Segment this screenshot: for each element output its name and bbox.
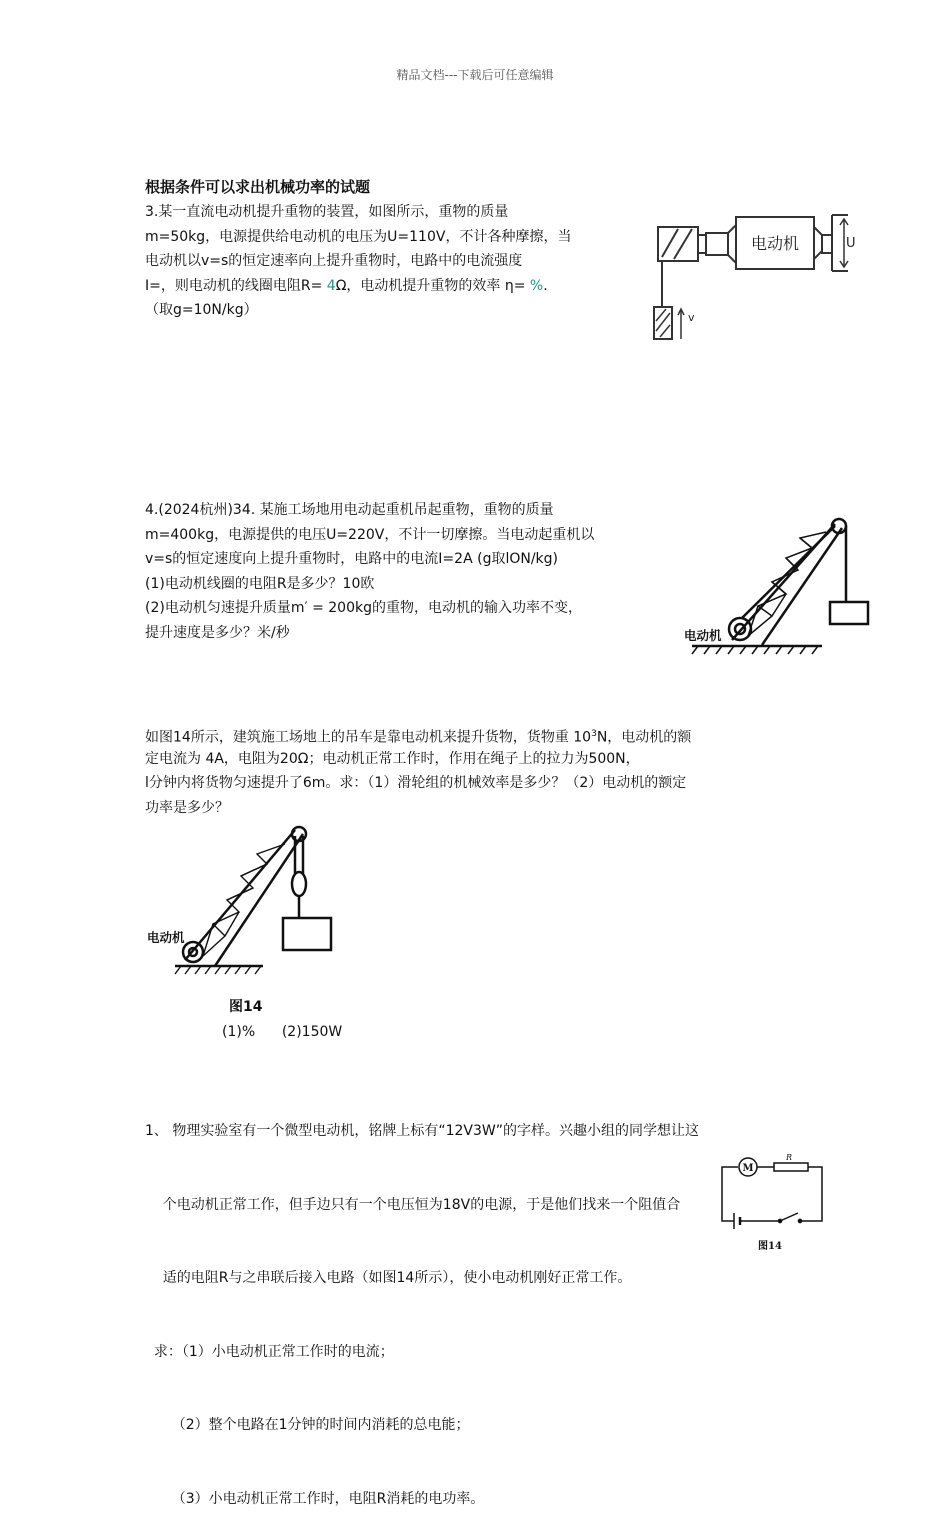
crane-answers: (1)% (2)150W	[222, 1024, 343, 1040]
question-1	[145, 1070, 699, 1536]
q4-line-2: m=400kg，电源提供的电压U=220V，不计一切摩擦。当电动起重机以	[145, 526, 595, 543]
q1-line-1: 1、 物理实验室有一个微型电动机，铭牌上标有“12V3W”的字样。兴趣小组的同学想让这	[145, 1123, 700, 1139]
q1-line-6: （3）小电动机正常工作时，电阻R消耗的电功率。	[145, 1490, 485, 1507]
q4-fig-motor-label: 电动机	[684, 628, 722, 643]
crane-line-1-a: 如图14所示，建筑施工场地上的吊车是靠电动机来提升货物，货物重 10	[145, 729, 592, 746]
fig-voltage-label: U	[846, 236, 856, 251]
q3-line-4-b: Ω，电动机提升重物的效率 η=	[335, 277, 530, 294]
q4-line-1: 4.(2024杭州)34. 某施工场地用电动起重机吊起重物，重物的质量	[145, 502, 554, 518]
answer-resistance: 4	[326, 277, 336, 294]
circuit-motor-label: M	[742, 1163, 754, 1174]
q1-line-3: 适的电阻R与之串联后接入电路（如图14所示），使小电动机刚好正常工作。	[145, 1270, 632, 1286]
crane-line-1-b: N，电动机的额	[596, 729, 692, 746]
circuit-fig-caption: 图14	[758, 1241, 782, 1252]
answer-efficiency: %	[529, 277, 544, 294]
q3-line-4-a: I=，则电动机的线圈电阻R=	[145, 277, 327, 294]
crane-diagram-2	[145, 820, 365, 980]
q4-line-6: 提升速度是多少？米/秒	[145, 624, 290, 641]
crane-line-1-sup: 3	[591, 729, 597, 739]
q3-line-2: m=50kg，电源提供给电动机的电压为U=110V，不计各种摩擦，当	[145, 228, 572, 245]
fig-velocity-label: v	[688, 311, 695, 324]
question-3	[145, 200, 571, 323]
question-4	[145, 498, 594, 645]
page-header: 精品文档---下载后可任意编辑	[396, 68, 554, 82]
q4-line-4: (1)电动机线圈的电阻R是多少？10欧	[145, 575, 375, 592]
crane-line-4: 功率是多少？	[145, 799, 229, 816]
crane-diagram-1	[682, 510, 892, 660]
circuit-resistor-label: R	[786, 1153, 793, 1162]
crane-fig-caption: 图14	[229, 999, 263, 1015]
q4-line-3: v=s的恒定速度向上提升重物时，电路中的电流I=2A (g取lON/kg)	[145, 551, 559, 567]
motor-lift-diagram	[650, 205, 860, 345]
crane-line-3: l分钟内将货物匀速提升了6m。求：（1）滑轮组的机械效率是多少？（2）电动机的额定	[145, 775, 687, 791]
q4-line-5: (2)电动机匀速提升质量m′ = 200kg的重物，电动机的输入功率不变，	[145, 600, 582, 616]
crane-line-1	[145, 722, 691, 747]
q1-line-5: （2）整个电路在1分钟的时间内消耗的总电能；	[145, 1417, 470, 1433]
q3-line-4	[145, 274, 571, 299]
crane-line-2: 定电流为 4A，电阻为20Ω；电动机正常工作时，作用在绳子上的拉力为500N，	[145, 750, 640, 767]
q3-line-4-c: .	[543, 277, 548, 294]
question-crane	[145, 722, 691, 820]
q3-line-5: （取g=10N/kg）	[145, 302, 258, 318]
q3-line-1: 3.某一直流电动机提升重物的装置，如图所示，重物的质量	[145, 204, 509, 220]
circuit-diagram	[716, 1155, 836, 1255]
q3-line-3: 电动机以v=s的恒定速率向上提升重物时，电路中的电流强度	[145, 253, 523, 269]
crane-fig-motor-label: 电动机	[147, 930, 185, 945]
fig-motor-label: 电动机	[750, 234, 800, 253]
q1-line-4: 求：（1）小电动机正常工作时的电流；	[145, 1343, 394, 1360]
section-title: 根据条件可以求出机械功率的试题	[145, 178, 371, 196]
q1-line-2: 个电动机正常工作，但手边只有一个电压恒为18V的电源，于是他们找来一个阻值合	[145, 1196, 681, 1213]
